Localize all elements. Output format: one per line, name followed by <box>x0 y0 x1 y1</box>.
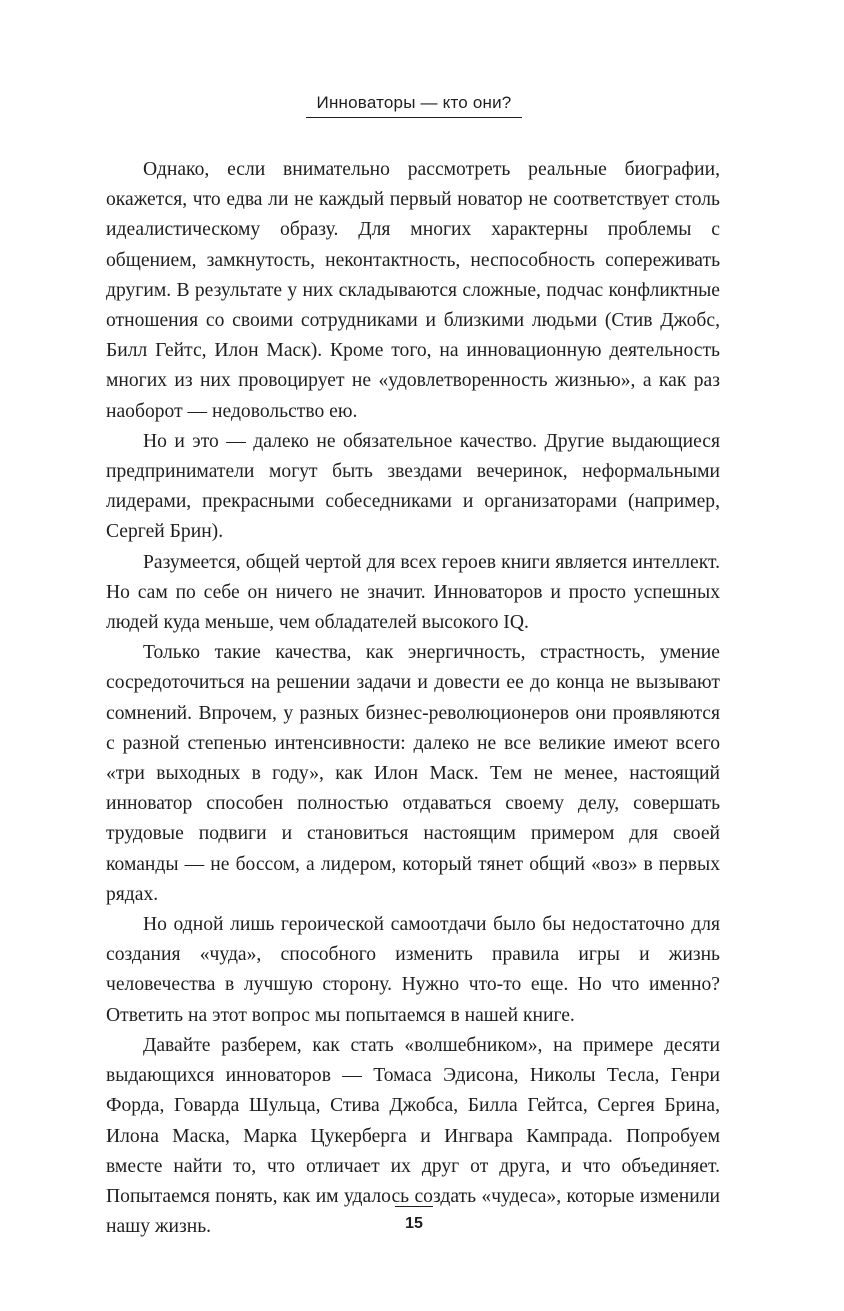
paragraph-1: Однако, если внимательно рассмотреть реальные биографии, окажется, что едва ли не каждый первый новатор не соответствует столь идеалистическому образу. Для многих характерны проблемы с общением, замкнутость, неконтактность, неспособность сопереживать другим. В результате у них складываются сложные, подчас конфликтные отношения со своими сотрудниками и близкими людьми (Стив Джобс, Билл Гейтс, Илон Маск). Кроме того, на инновационную деятельность многих из них провоцирует не «удовлетворенность жизнью», а как раз наоборот — недовольство ею. <box>106 159 720 422</box>
paragraph-6: Давайте разберем, как стать «волшебником», на примере десяти выдающихся инноваторов — Томаса Эдисона, Николы Тесла, Генри Форда, Говарда Шульца, Стива Джобса, Билла Гейтса, Сергея Брина, Илона Маска, Марка Цукерберга и Ингвара Кампрада. Попробуем вместе найти то, что отличает их друг от друга, и что объединяет. Попытаемся понять, как им удалось создать «чудеса», которые изменили нашу жизнь. <box>106 1034 720 1238</box>
footer-divider <box>395 1206 433 1207</box>
paragraph-2: Но и это — далеко не обязательное качество. Другие выдающиеся предприниматели могут быть звездами вечеринок, неформальными лидерами, прекрасными собеседниками и организаторами (например, Сергей Брин). <box>106 430 720 543</box>
paragraph-4: Только такие качества, как энергичность, страстность, умение сосредоточиться на решении задачи и довести ее до конца не вызывают сомнений. Впрочем, у разных бизнес-революционеров они проявляются с разной степенью интенсивности: далеко не все великие имеют всего «три выходных в году», как Илон Маск. Тем не менее, настоящий инноватор способен полностью отдаваться своему делу, совершать трудовые подвиги и становиться настоящим примером для своей команды — не боссом, а лидером, который тянет общий «воз» в первых рядах. <box>106 642 720 905</box>
paragraph-3: Разумеется, общей чертой для всех героев книги является интеллект. Но сам по себе он ничего не значит. Инноваторов и просто успешных людей куда меньше, чем обладателей высокого IQ. <box>106 551 720 634</box>
page-number: 15 <box>405 1215 423 1232</box>
body-text <box>106 155 720 1242</box>
paragraph-5: Но одной лишь героической самоотдачи было бы недостаточно для создания «чуда», способного изменить правила игры и жизнь человечества в лучшую сторону. Нужно что-то еще. Но что именно? Ответить на этот вопрос мы попытаемся в нашей книге. <box>106 914 720 1026</box>
running-header-title: Инноваторы — кто они? <box>316 93 512 112</box>
header-divider <box>306 117 522 118</box>
